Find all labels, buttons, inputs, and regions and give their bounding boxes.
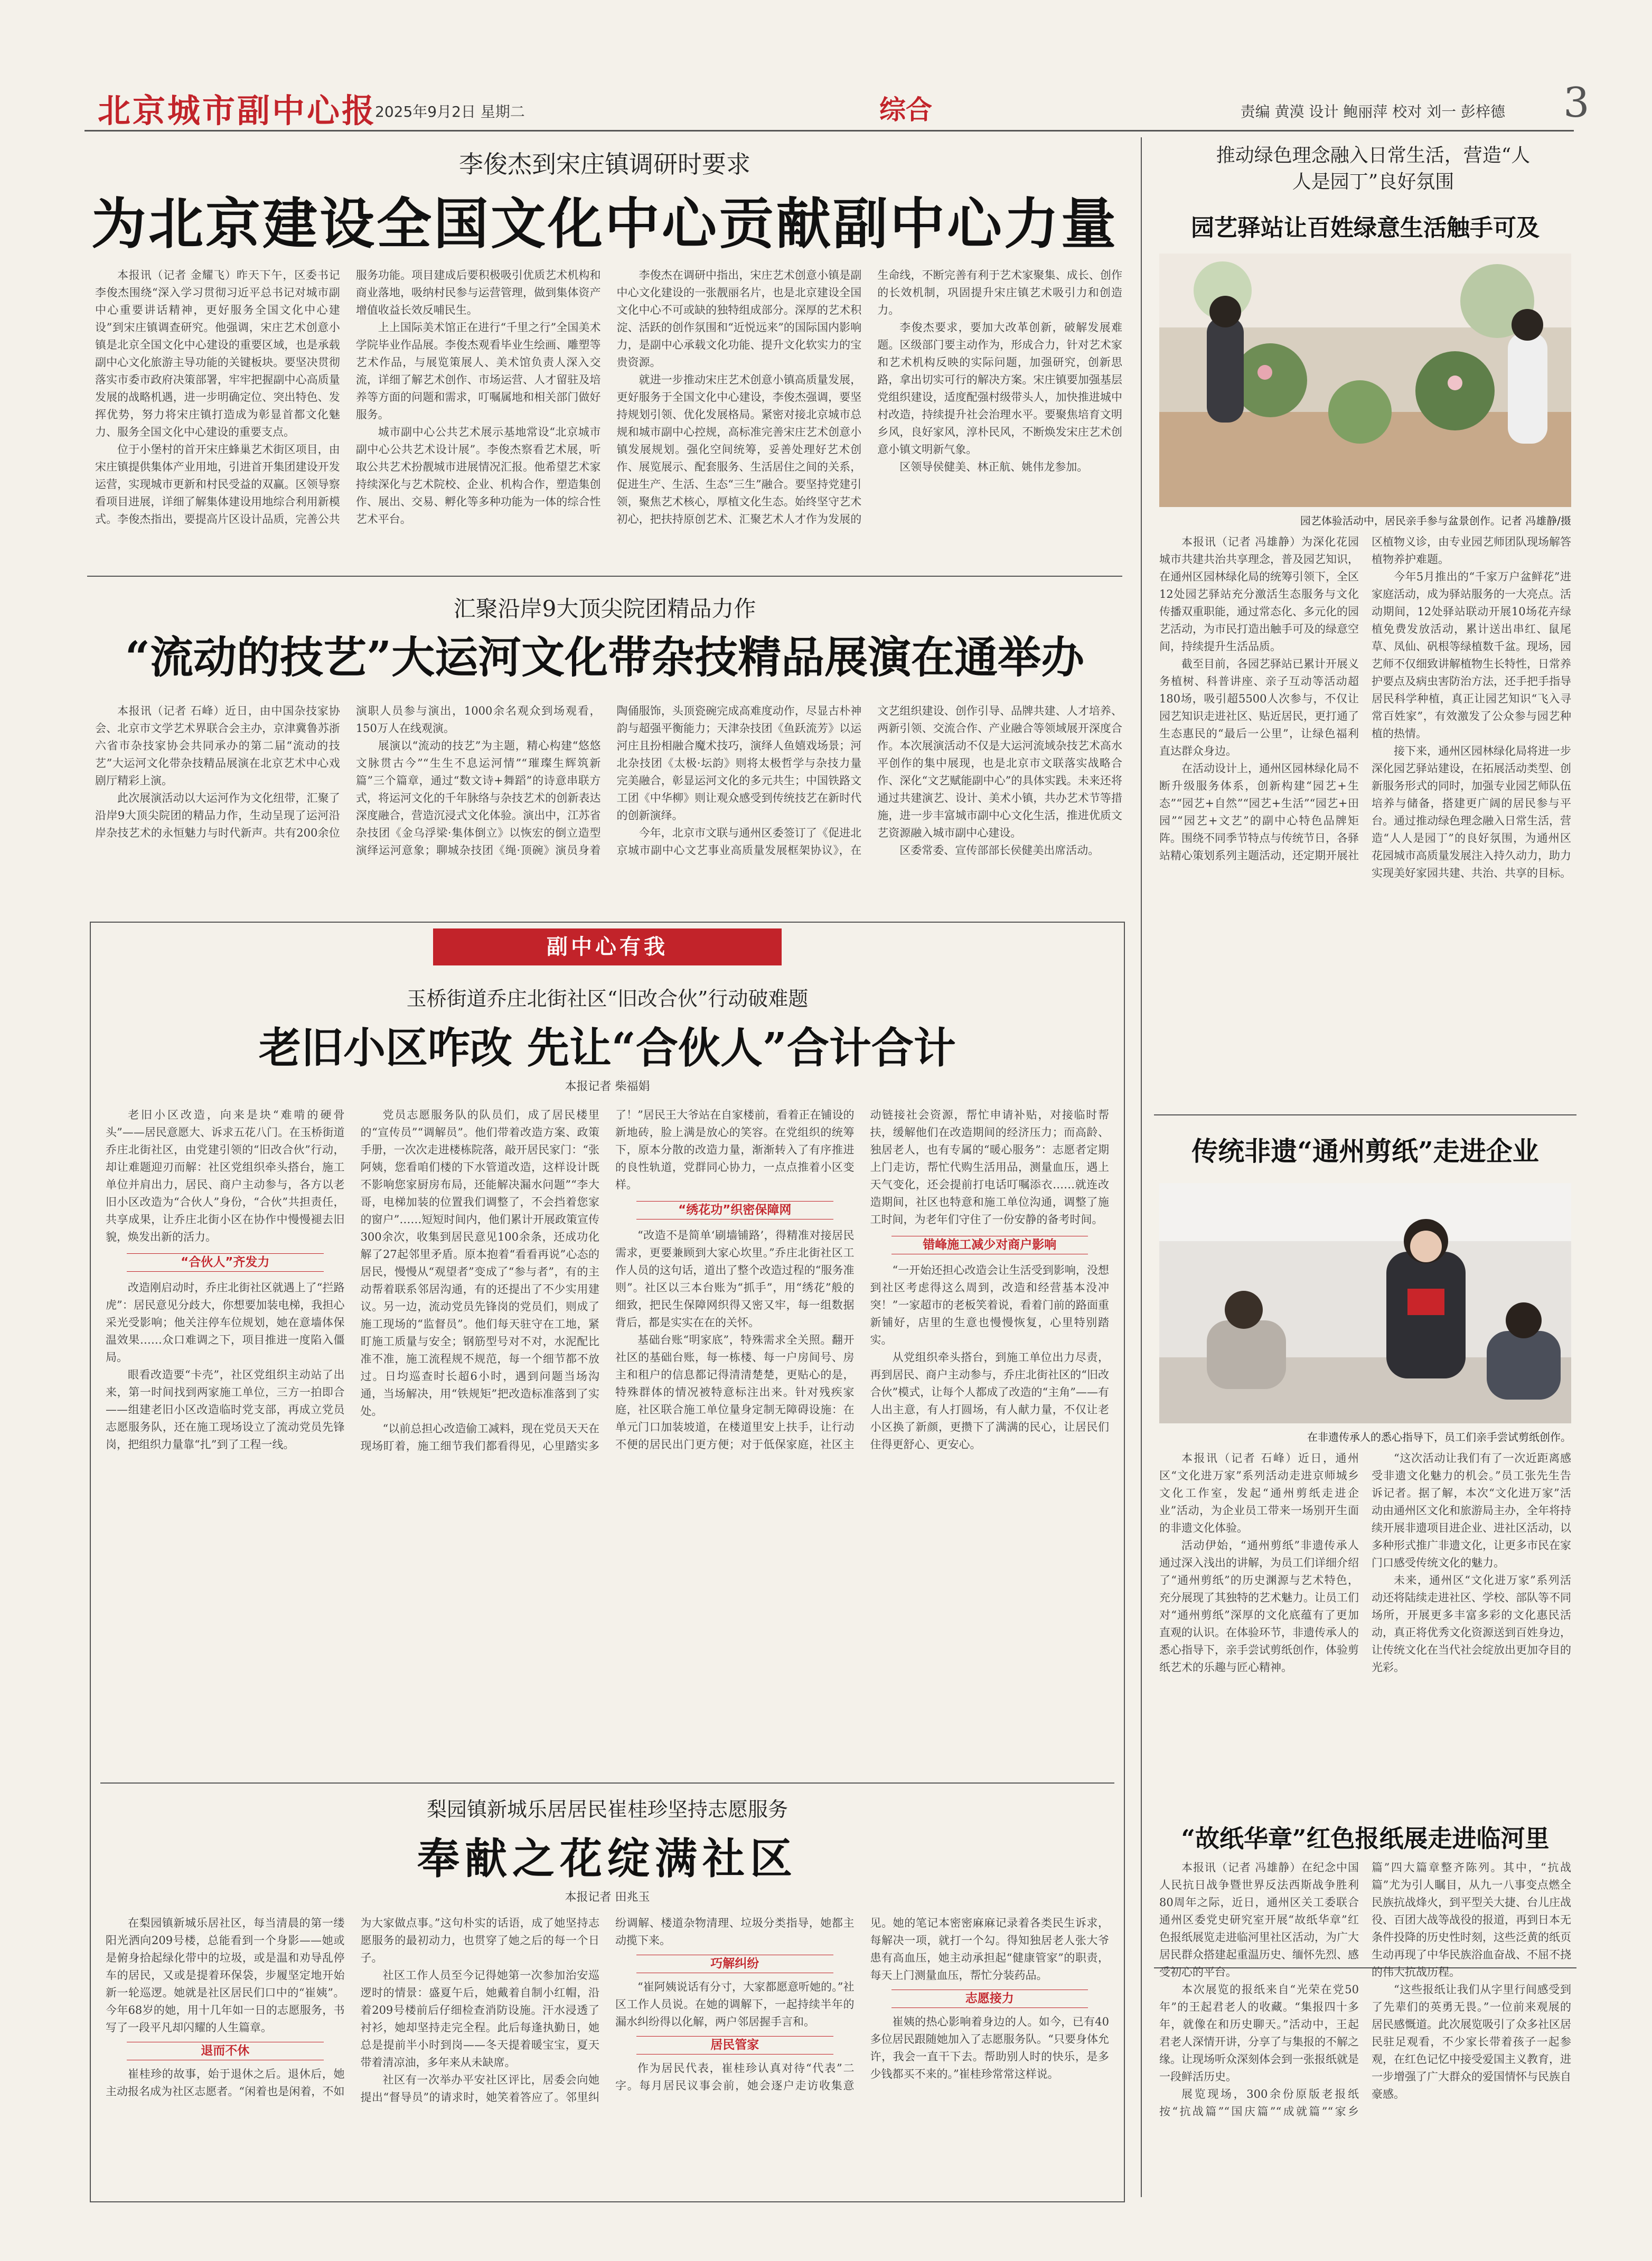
papercut-photo-image xyxy=(1159,1183,1571,1423)
divider xyxy=(87,576,1122,577)
redpapers-headline: “故纸华章”红色报纸展走进临河里 xyxy=(1181,1824,1550,1853)
editor-credits: 责编 黄漠 设计 鲍丽萍 校对 刘一 彭梓德 xyxy=(1240,103,1505,120)
story1-headline: 老旧小区咋改 先让“合伙人”合计合计 xyxy=(259,1023,956,1073)
papercut-caption: 在非遗传承人的悉心指导下，员工们亲手尝试剪纸创作。 xyxy=(1307,1431,1571,1443)
lead-headline: 为北京建设全国文化中心贡献副中心力量 xyxy=(91,191,1118,256)
gardens-paragraph: 截至目前，各园艺驿站已累计开展义务植树、科普讲座、亲子互动等活动超180场，吸引超5500人次参与，不仅让园艺知识走进社区、贴近居民，更打通了生态惠民的“最后一公里”，让绿色福利直达群众身边。 xyxy=(1159,658,1359,757)
story2-headline: 奉献之花绽满社区 xyxy=(417,1834,797,1883)
story2-paragraph: 崔姨的热心影响着身边的人。如今，已有40多位居民跟随她加入了志愿服务队。“只要身体允许，我会一直干下去。帮助别人时的快乐，是多少钱都买不来的。”崔桂珍常常这样说。 xyxy=(870,2015,1109,2080)
story1-kicker: 玉桥街道乔庄北街社区“旧改合伙”行动破难题 xyxy=(406,987,809,1010)
canal-body xyxy=(95,702,1122,908)
lead-paragraph: 李俊杰在调研中指出，宋庄艺术创意小镇是副中心文化建设的一张靓丽名片，也是北京建设全国文化中心不可或缺的独特组成部分。深厚的艺术积淀、活跃的创作氛围和“近悦远来”的国际国内影响力，是副中心承载文化功能、提升文化软实力的宝贵资源。 xyxy=(616,269,862,369)
story1-body xyxy=(106,1106,1109,1775)
gardens-kicker: 推动绿色理念融入日常生活，营造“人人是园丁”良好氛围 xyxy=(1216,145,1531,193)
story1-paragraph: 老旧小区改造，向来是块“难啃的硬骨头”——居民意愿大、诉求五花八门。在玉桥街道乔庄北街社区，由党建引领的“旧改合伙”行动，却让难题迎刃而解：社区党组织牵头搭台，施工单位并肩出力，居民、商户主动参与，各方以老旧小区改造为“合伙人”身份，“合伙”共担责任，共享成果，让乔庄北街小区在协作中慢慢褪去旧貌，焕发出新的活力。 xyxy=(106,1109,345,1243)
lead-paragraph: 区领导侯健美、林正航、姚伟龙参加。 xyxy=(899,461,1088,473)
community-ribbon: 副中心有我 xyxy=(433,928,782,965)
story1-paragraph: 党员志愿服务队的队员们，成了居民楼里的“宣传员”“调解员”。他们带着改造方案、政策手册，一次次走进楼栋院落，敲开居民家门：“张阿姨，您看咱们楼的下水管道改造，这样设计既不影响您家厨房布局，还能解决漏水问题”“李大哥，电梯加装的位置我们调整了，不会挡着您家的窗户”……短短时间内，他们累计开展政策宣传300余次，收集到居民意见100余条，还成功化解了27起邻里矛盾。原本抱着“看看再说”心态的居民，慢慢从“观望者”变成了“参与者”，有的主动帮着联系邻居沟通，有的还提出了不少实用建议。另一边，流动党员先锋岗的党员们，则成了施工现场的“监督员”。他们每天驻守在工地，紧盯施工质量与安全；钢筋型号对不对，水泥配比准不准，施工流程规不规范，每一个细节都不放过。日均巡查时长超6小时，遇到问题当场沟通，当场解决，用“铁规矩”把改造标准落到了实处。 xyxy=(360,1109,599,1418)
redpapers-paragraph: 本报讯（记者 冯雄静）在纪念中国人民抗日战争暨世界反法西斯战争胜利80周年之际，近日，通州区关工委联合通州区委党史研究室开展“故纸华章”红色报纸展览走进临河里社区活动，为广大居民群众搭建起重温历史、缅怀先烈、感受初心的平台。 xyxy=(1159,1861,1359,1978)
canal-paragraph: 此次展演活动以大运河作为文化纽带，汇聚了沿岸9大顶尖院团的精品力作，生动呈现了运河沿岸杂技艺术的永恒魅力与时代新声。共有200余位演职人员参与演出，1000余名观众到场观看，150万人在线观演。 xyxy=(95,705,601,839)
story1-subhead: “绣花功”织密保障网 xyxy=(636,1201,833,1219)
story1-paragraph: 眼看改造要“卡壳”，社区党组织主动站了出来，第一时间找到两家施工单位，三方一拍即合——组建老旧小区改造临时党支部，再成立党员志愿服务队，还在施工现场设立了流动党员先锋岗，把组织力量靠“扎”到了工程一线。 xyxy=(106,1368,345,1451)
redpapers-paragraph: 展览现场，300余份原版老报纸按“抗战篇”“国庆篇”“成就篇”“家乡篇”四大篇章整齐陈列。其中，“抗战篇”尤为引人瞩目，从九一八事变点燃全民族抗战烽火，到平型关大捷、台儿庄战役、百团大战等战役的报道，再到日本无条件投降的历史性时刻，这些泛黄的纸页生动再现了中华民族浴血奋战、不屈不挠的伟大抗战历程。 xyxy=(1159,1861,1571,2118)
story1-paragraph: 从党组织牵头搭台，到施工单位出力尽责，再到居民、商户主动参与，乔庄北街社区的“旧改合伙”模式，让每个人都成了改造的“主角”——有人出主意，有人打圆场，有人献力量，不仅让老小区换了新颜，更攒下了满满的民心，让居民们住得更舒心、更安心。 xyxy=(870,1351,1109,1451)
gardens-paragraph: 今年5月推出的“千家万户盆鲜花”进家庭活动，成为驿站服务的一大亮点。活动期间，12处驿站联动开展10场花卉绿植免费发放活动，累计送出串红、鼠尾草、凤仙、矾根等绿植数千盆。现场，园艺师不仅细致讲解植物生长特性，日常养护要点及病虫害防治方法，还手把手指导居民科学种植，真正让园艺知识“飞入寻常百姓家”，有效激发了公众参与园艺种植的热情。 xyxy=(1372,570,1571,740)
canal-paragraph: 展演以“流动的技艺”为主题，精心构建“悠悠文脉贯古今”“生生不息运河情”“璀璨生辉筑新篇”三个篇章，通过“数文诗+舞蹈”的诗意串联方式，将运河文化的千年脉络与杂技艺术的创新表达深度融合，营造沉浸式文化体验。演出中，江苏省杂技团《金乌浮梁·集体倒立》以恢宏的倒立造型演绎运河意象；聊城杂技团《绳·顶碗》演员身着陶俑服饰，头顶瓷碗完成高难度动作，尽显古朴神韵与超强平衡能力；天津杂技团《鱼跃流芳》以运河庄且扮相融合魔术技巧，演绎人鱼嬉戏场景；河北杂技团《太极·坛韵》则将太极哲学与杂技力量完美融合，彰显运河文化的多元共生；中国铁路文工团《中华柳》则让观众感受到传统技艺在新时代的创新演绎。 xyxy=(355,705,862,857)
story1-byline: 本报记者 柴福娟 xyxy=(565,1080,650,1093)
story1-paragraph: “改造不是简单‘刷墙铺路’，得精准对接居民需求，更要兼顾到大家心坎里。”乔庄北街社区工作人员的这句话，道出了整个改造过程的“服务准则”。社区以三本台账为“抓手”，用“绣花”般的细致，把民生保障网织得又密又牢，每一组数据背后，都是实实在在的关怀。 xyxy=(615,1229,855,1329)
lead-paragraph: 就进一步推动宋庄艺术创意小镇高质量发展，更好服务于全国文化中心建设，李俊杰强调，要坚持规划引领、优化发展格局。紧密对接北京城市总规和城市副中心控规，高标准完善宋庄艺术创意小镇发展规划。强化空间统筹，妥善处理好艺术创作、展览展示、配套服务、生活居住之间的关系，促进生产、生活、生态“三生”融合。要坚持党建引领，聚焦艺术核心，厚植文化生态。始终坚守艺术初心，把扶持原创艺术、汇聚艺术人才作为发展的生命线，不断完善有利于艺术家聚集、成长、创作的长效机制，巩固提升宋庄镇艺术吸引力和创造力。 xyxy=(616,269,1122,526)
story2-paragraph: 社区有一次举办平安社区评比，居委会向她提出“督导员”的请求时，她笑着答应了。邻里纠纷调解、楼道杂物清理、垃圾分类指导，她都主动揽下来。 xyxy=(360,1917,855,2104)
story2-paragraph: 崔桂珍的故事，始于退休之后。退休后，她主动报名成为社区志愿者。“闲着也是闲着，不如为大家做点事。”这句朴实的话语，成了她坚持志愿服务的最初动力，也贯穿了她之后的每一个日子。 xyxy=(106,1917,599,2098)
papercut-paragraph: 活动伊始，“通州剪纸”非遗传承人通过深入浅出的讲解，为员工们详细介绍了“通州剪纸”的历史渊源与艺术特色，充分展现了其独特的艺术魅力。让员工们对“通州剪纸”深厚的文化底蕴有了更加直观的认识。在体验环节，非遗传承人的悉心指导下，亲手尝试剪纸创作，体验剪纸艺术的乐趣与匠心精神。 xyxy=(1159,1539,1359,1674)
story1-subhead: “合伙人”齐发力 xyxy=(127,1253,324,1272)
story2-subhead: 居民管家 xyxy=(636,2036,833,2054)
masthead-rule xyxy=(85,130,1574,132)
papercut-headline: 传统非遗“通州剪纸”走进企业 xyxy=(1191,1136,1539,1167)
story1-paragraph: 改造刚启动时，乔庄北街社区就遇上了“拦路虎”：居民意见分歧大，你想要加装电梯，我担心采光受影响；他关注停车位规划，她在意墙体保温效果……众口难调之下，项目推进一度陷入僵局。 xyxy=(106,1281,345,1364)
canal-paragraph: 今年，北京市文联与通州区委签订了《促进北京城市副中心文艺事业高质量发展框架协议》，在文艺组织建设、创作引导、品牌共建、人才培养、两新引领、交流合作、产业融合等领域展开深度合作。本次展演活动不仅是大运河流域杂技艺术高水平创作的集中展现，也是北京市文联落实战略合作、深化“文艺赋能副中心”的具体实践。未来还将通过共建演艺、设计、美术小镇，共办艺术节等措施，进一步丰富城市副中心文化生活，推进优质文艺资源融入城市副中心建设。 xyxy=(616,705,1122,857)
canal-paragraph: 区委常委、宣传部部长侯健美出席活动。 xyxy=(899,844,1100,857)
gardens-photo xyxy=(1159,254,1571,507)
column-divider xyxy=(1141,137,1142,2197)
story2-paragraph: 在梨园镇新城乐居社区，每当清晨的第一缕阳光洒向209号楼，总能看到一个身影——她或是俯身拾起绿化带中的垃圾，或是温和劝导乱停车的居民，又或是提着环保袋，步履坚定地开始新一轮巡逻。她就是社区居民们口中的“崔姨”。今年68岁的她，用十几年如一日的志愿服务，书写了一段平凡却闪耀的人生篇章。 xyxy=(106,1917,345,2034)
lead-kicker: 李俊杰到宋庄镇调研时要求 xyxy=(459,150,750,179)
papercut-paragraph: 未来，通州区“文化进万家”系列活动还将陆续走进社区、学校、部队等不同场所，开展更多丰富多彩的文化惠民活动，真正将优秀文化资源送到百姓身边，让传统文化在当代社会绽放出更加夺目的光彩。 xyxy=(1372,1574,1571,1674)
story1-paragraph: “一开始还担心改造会让生活受到影响，没想到社区考虑得这么周到，改造和经营基本没冲突！”一家超市的老板笑着说，看着门前的路面重新铺好，店里的生意也慢慢恢复，心里特别踏实。 xyxy=(870,1264,1109,1346)
lead-paragraph: 位于小堡村的首开宋庄蜂巢艺术街区项目，由宋庄镇提供集体产业用地，引进首开集团建设开发运营，实现城市更新和村民受益的双赢。区领导察看项目进展，详细了解集体建设用地综合利用新模式。李俊杰指出，要提高片区设计品质，完善公共服务功能。项目建成后要积极吸引优质艺术机构和商业落地，吸纳村民参与运营管理，做到集体资产增值收益长效反哺民生。 xyxy=(95,269,601,526)
story2-paragraph: “崔阿姨说话有分寸，大家都愿意听她的。”社区工作人员说。在她的调解下，一起持续半年的漏水纠纷得以化解，两户邻居握手言和。 xyxy=(615,1981,855,2028)
story2-subhead: 退而不休 xyxy=(127,2042,324,2060)
story2-body xyxy=(106,1915,1109,2197)
papercut-paragraph: “这次活动让我们有了一次近距离感受非遗文化魅力的机会。”员工张先生告诉记者。据了解，本次“文化进万家”活动由通州区文化和旅游局主办，全年将持续开展非遗项目进企业、进社区活动，以多种形式推广非遗文化，让更多市民在家门口感受传统文化的魅力。 xyxy=(1372,1452,1571,1569)
redpapers-paragraph: “这些报纸让我们从字里行间感受到了先辈们的英勇无畏。”一位前来观展的居民感慨道。此次展览吸引了众多社区居民驻足观看，不少家长带着孩子一起参观，在红色记忆中接受爱国主义教育，进一步增强了广大群众的爱国情怀与民族自豪感。 xyxy=(1372,1983,1571,2100)
canal-headline: “流动的技艺”大运河文化带杂技精品展演在通举办 xyxy=(125,632,1085,683)
gardens-paragraph: 在活动设计上，通州区园林绿化局不断升级服务体系，创新构建“园艺+生态”“园艺+自然”“园艺+生活”“园艺+田园”“园艺+文艺”的副中心特色品牌矩阵。围绕不同季节特点与传统节日，各驿站精心策划系列主题活动，还定期开展社区植物义诊，由专业园艺师团队现场解答植物养护难题。 xyxy=(1159,536,1571,862)
canal-kicker: 汇聚沿岸9大顶尖院团精品力作 xyxy=(453,596,756,622)
story2-paragraph: 社区工作人员至今记得她第一次参加治安巡逻时的情景：盛夏午后，她戴着自制小红帽，沿着209号楼前后仔细检查消防设施。汗水浸透了衬衫，她却坚持走完全程。此后每逢执勤日，她总是提前半小时到岗——冬天提着暖宝宝，夏天带着清凉油，多年来从未缺席。 xyxy=(360,1969,599,2069)
lead-paragraph: 上上国际美术馆正在进行“千里之行”全国美术学院毕业作品展。李俊杰观看毕业生绘画、雕塑等艺术作品，与展览策展人、美术馆负责人深入交流，详细了解艺术创作、市场运营、人才留驻及培养等方面的问题和需求，叮嘱属地和相关部门做好服务。 xyxy=(355,321,601,421)
gardens-photo-image xyxy=(1159,254,1571,507)
story1-paragraph: “以前总担心改造偷工减料，现在党员天天在现场盯着，施工细节我们都看得见，心里踏实多了！”居民王大爷站在自家楼前，看着正在铺设的新地砖，脸上满是放心的笑容。在党组织的统筹下，原本分散的改造力量，渐渐转入了有序推进的良性轨道，党群同心协力，一点点推着小区变样。 xyxy=(360,1109,855,1452)
issue-date: 2025年9月2日 星期二 xyxy=(375,103,525,120)
section-name: 综合 xyxy=(879,95,932,125)
gardens-paragraph: 本报讯（记者 冯雄静）为深化花园城市共建共治共享理念，普及园艺知识，在通州区园林绿化局的统筹引领下，全区12处园艺驿站充分激活生态服务与文化传播双重职能，通过常态化、多元化的园艺活动，为市民打造出触手可及的绿意空间，持续提升生活品质。 xyxy=(1159,536,1359,653)
divider xyxy=(1154,1114,1576,1115)
redpapers-body xyxy=(1159,1859,1571,2197)
canal-paragraph: 本报讯（记者 石峰）近日，由中国杂技家协会、北京市文学艺术界联合会主办，京津冀鲁苏浙六省市杂技家协会共同承办的第二届“流动的技艺”大运河文化带杂技精品展演在北京艺术中心戏剧厅精彩上演。 xyxy=(95,705,340,787)
papercut-photo xyxy=(1159,1183,1571,1423)
story2-paragraph: 作为居民代表，崔桂珍认真对待“代表”二字。每月居民议事会前，她会逐户走访收集意见。她的笔记本密密麻麻记录着各类民生诉求，每解决一项，就打一个勾。得知独居老人张大爷患有高血压，她主动承担起“健康管家”的职责，每天上门测量血压，帮忙分装药品。 xyxy=(615,1917,1109,2092)
divider xyxy=(100,1782,1114,1784)
story2-subhead: 巧解纠纷 xyxy=(636,1955,833,1973)
gardens-headline: 园艺驿站让百姓绿意生活触手可及 xyxy=(1191,214,1540,241)
story2-kicker: 梨园镇新城乐居居民崔桂珍坚持志愿服务 xyxy=(426,1798,788,1821)
lead-paragraph: 李俊杰要求，要加大改革创新，破解发展难题。区级部门要主动作为，形成合力，针对艺术家和艺术机构反映的实际问题，加强研究，创新思路，拿出切实可行的解决方案。宋庄镇要加强基层党组织建设，适度配强村级带头人，加快推进城中村改造，持续提升社会治理水平。要聚焦培育文明乡风，良好家风，淳朴民风，不断焕发宋庄艺术创意小镇文明新气象。 xyxy=(877,321,1122,456)
papercut-paragraph: 本报讯（记者 石峰）近日，通州区“文化进万家”系列活动走进京师城乡文化工作室，发起“通州剪纸走进企业”活动，为企业员工带来一场别开生面的非遗文化体验。 xyxy=(1159,1452,1359,1534)
story2-byline: 本报记者 田兆玉 xyxy=(565,1891,650,1904)
page-number: 3 xyxy=(1563,79,1590,127)
lead-body xyxy=(95,267,1122,560)
lead-paragraph: 本报讯（记者 金耀飞）昨天下午，区委书记李俊杰围绕“深入学习贯彻习近平总书记对城市副中心重要讲话精神，更好服务全国文化中心建设”到宋庄镇调查研究。他强调，宋庄艺术创意小镇是北京全国文化中心建设的重要区域，也是承载副中心文化旅游主导功能的关键板块。要坚决贯彻落实市委市政府决策部署，牢牢把握副中心高质量发展的战略机遇，进一步明确定位、突出特色、发挥优势，努力将宋庄镇打造成为彰显首都文化魅力、服务全国文化中心建设的重要支点。 xyxy=(95,269,340,438)
gardens-body xyxy=(1159,533,1571,1109)
story1-paragraph: 基础台账“明家底”，特殊需求全关照。翻开社区的基础台账，每一栋楼、每一户房间号、房主和租户的信息都记得清清楚楚，更贴心的是，特殊群体的情况被特意标注出来。针对残疾家庭，社区联合施工单位量身定制无障碍设施：在单元门口加装坡道，在楼道里安上扶手，让行动不便的居民出门更方便；对于低保家庭，社区主动链接社会资源，帮忙申请补贴，对接临时帮扶，缓解他们在改造期间的经济压力；而高龄、独居老人，也有专属的“暖心服务”：志愿者定期上门走访，帮忙代购生活用品，测量血压，遇上天气变化，还会提前打电话叮嘱添衣……就连改造期间，社区也特意和施工单位沟通，调整了施工时间，为老年们守住了一份安静的备考时间。 xyxy=(615,1109,1109,1451)
story1-subhead: 错峰施工减少对商户影响 xyxy=(891,1236,1088,1254)
masthead-logo: 北京城市副中心报 xyxy=(98,91,377,130)
story2-subhead: 志愿接力 xyxy=(891,1990,1088,2008)
lead-paragraph: 城市副中心公共艺术展示基地常设“北京城市副中心公共艺术设计展”。李俊杰察看艺术展，听取公共艺术扮靓城市进展情况汇报。他希望艺术家持续深化与艺术院校、企业、机构合作，塑造集创作、展出、交易、孵化等多种功能为一体的综合性艺术平台。 xyxy=(355,426,601,526)
gardens-caption: 园艺体验活动中，居民亲手参与盆景创作。记者 冯雄静/摄 xyxy=(1300,514,1571,527)
gardens-paragraph: 接下来，通州区园林绿化局将进一步深化园艺驿站建设，在拓展活动类型、创新服务形式的同时，加强专业园艺师队伍培养与储备，搭建更广阔的居民参与平台。通过推动绿色理念融入日常生活，营造“人人是园丁”的良好氛围，为通州区花园城市高质量发展注入持久动力，助力实现美好家园共建、共治、共享的目标。 xyxy=(1372,745,1571,879)
redpapers-paragraph: 本次展览的报纸来自“光荣在党50年”的王起君老人的收藏。“集报四十多年，就像在和历史聊天。”活动中，王起君老人深情开讲，分享了与集报的不解之缘。让现场听众深刻体会到一张报纸就是一段鲜活历史。 xyxy=(1159,1983,1359,2083)
